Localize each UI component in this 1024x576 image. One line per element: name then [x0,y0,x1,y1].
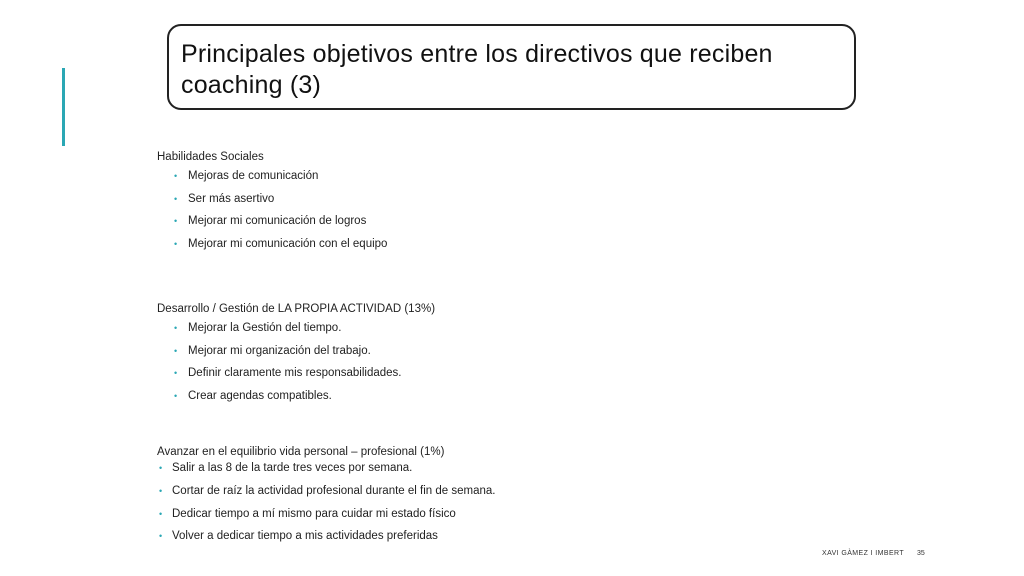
list-item [157,479,495,502]
section-work-life-balance [157,445,495,547]
accent-bar [62,68,65,146]
bullet-icon: • [159,531,163,541]
slide-title: Principales objetivos entre los directivos que reciben coaching (3) [181,40,773,99]
list-item [157,502,495,525]
list-item-text: Definir claramente mis responsabilidades. [188,367,402,379]
section-heading: Desarrollo / Gestión de LA PROPIA ACTIVIDAD (13%) [157,303,436,315]
bullet-icon: • [174,171,178,181]
list-item [157,187,387,210]
bullet-icon: • [174,193,178,204]
list-item [157,459,495,479]
list-item-text: Mejoras de comunicación [188,170,319,182]
list-item-text: Mejorar mi comunicación de logros [188,215,367,227]
bullet-icon: • [174,216,178,226]
list-item-text: Crear agendas compatibles. [188,389,332,402]
list-item [157,164,387,187]
section-heading: Avanzar en el equilibrio vida personal – profesional (1%) [157,446,445,458]
list-item [157,232,387,255]
list-item-text: Mejorar la Gestión del tiempo. [188,322,342,334]
list-item [157,524,495,547]
footer-author: XAVI GÀMEZ I IMBERT [822,550,905,557]
bullet-icon: • [159,486,163,496]
list-item-text: Salir a las 8 de la tarde tres veces por semana. [172,462,413,474]
bullet-list [157,164,387,254]
section-social-skills [157,150,387,254]
list-item [157,361,435,384]
bullet-icon: • [174,238,178,249]
list-item [157,209,387,232]
bullet-list [157,316,435,406]
bullet-icon: • [174,323,178,333]
list-item [157,316,435,339]
bullet-icon: • [159,463,163,473]
list-item-text: Volver a dedicar tiempo a mis actividades preferidas [172,530,438,542]
section-own-activity [157,302,435,406]
list-item-text: Mejorar mi organización del trabajo. [188,344,371,357]
bullet-icon: • [174,345,178,356]
list-item [157,384,435,407]
list-item-text: Cortar de raíz la actividad profesional durante el fin de semana. [172,485,496,497]
page-number: 35 [917,550,925,557]
bullet-icon: • [174,368,178,378]
list-item [157,339,435,362]
bullet-icon: • [159,508,163,519]
list-item-text: Mejorar mi comunicación con el equipo [188,237,388,250]
bullet-icon: • [174,390,178,401]
title-box [167,24,856,110]
list-item-text: Dedicar tiempo a mí mismo para cuidar mi estado físico [172,507,456,520]
bullet-list [157,459,495,547]
section-heading: Habilidades Sociales [157,151,264,163]
list-item-text: Ser más asertivo [188,192,275,205]
